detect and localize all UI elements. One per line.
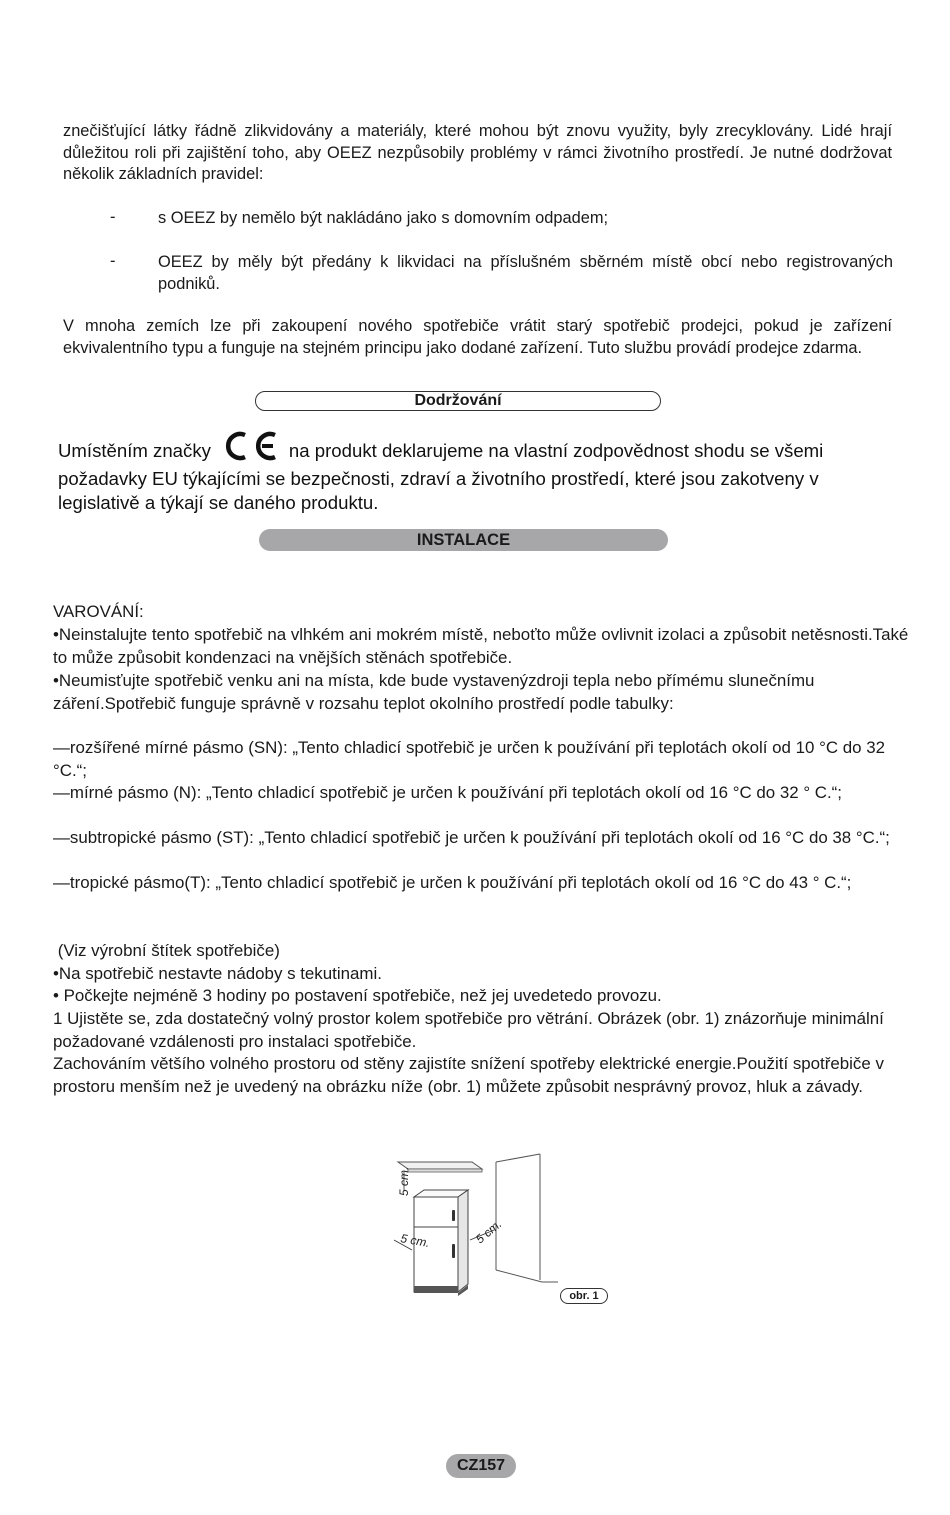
list-item: OEEZ by měly být předány k likvidaci na příslušném sběrném místě obcí nebo registrovaných podniků.: [158, 253, 893, 293]
ce-mark-icon: [219, 431, 281, 467]
warning-item: •Neumisťujte spotřebič venku ani na místa, kde bude vystavenýzdroji tepla nebo přímému slunečnímu záření.Spotřebič funguje správně v rozsahu teplot okolního prostředí podle tabulky:: [53, 671, 815, 713]
warning-title: VAROVÁNÍ:: [53, 602, 144, 621]
return-paragraph: V mnoha zemích lze při zakoupení nového spotřebiče vrátit starý spotřebič prodejci, pokud je zařízení ekvivalentního typu a funguje na stejném principu jako dodané zařízení. Tuto službu provádí prodejce zdarma.: [63, 317, 892, 357]
note-item: Zachováním většího volného prostoru od stěny zajistíte snížení spotřeby elektrické energie.Použití spotřebiče v prostoru menším než je uvedený na obrázku níže (obr. 1) můžete způsobit nesprávný provoz, hluk a závady.: [53, 1054, 884, 1096]
clearance-top-label: 5 cm.: [397, 1166, 411, 1196]
climate-class-item: —mírné pásmo (N): „Tento chladicí spotřebič je určen k používání při teplotách okolí od 16 °C do 32 ° C.“;: [53, 783, 842, 802]
section-heading-installation: INSTALACE: [259, 529, 668, 551]
section-heading-compliance: Dodržování: [255, 391, 661, 411]
clearance-side-label: 5 cm.: [399, 1231, 431, 1251]
climate-class-item: —tropické pásmo(T): „Tento chladicí spotřebič je určen k používání při teplotách okolí od 16 °C do 43 ° C.“;: [53, 873, 852, 892]
note-item: • Počkejte nejméně 3 hodiny po postavení spotřebiče, než jej uvedetedo provozu.: [53, 986, 662, 1005]
ce-text-before: Umístěním značky: [58, 440, 211, 461]
page-number: CZ157: [446, 1454, 516, 1478]
ce-declaration: [58, 431, 898, 515]
note-item: •Na spotřebič nestavte nádoby s tekutinami.: [53, 964, 382, 983]
list-item: s OEEZ by nemělo být nakládáno jako s domovním odpadem;: [158, 209, 609, 227]
ce-text-after: na produkt deklarujeme na vlastní zodpovědnost shodu se všemi požadavky EU týkajícími se bezpečnosti, zdraví a životního prostředí, které jsou zakotveny v legislativě a týkají se daného produktu.: [58, 440, 824, 513]
climate-class-item: —rozšířené mírné pásmo (SN): „Tento chladicí spotřebič je určen k používání při teplotách okolí od 10 °C do 32 °C.“;: [53, 738, 885, 780]
figure-caption: obr. 1: [560, 1288, 608, 1304]
list-marker: -: [110, 208, 116, 226]
clearance-back-label: 5 cm.: [472, 1216, 505, 1247]
intro-paragraph: znečišťující látky řádně zlikvidovány a materiály, které mohou být znovu využity, byly zrecyklovány. Lidé hrají důležitou roli při zajištění toho, aby OEEZ nezpůsobily problémy v rámci životního prostředí. Je nutné dodržovat několik základních pravidel:: [63, 122, 892, 183]
clearance-diagram: [380, 1152, 620, 1312]
climate-class-item: —subtropické pásmo (ST): „Tento chladicí spotřebič je určen k používání při teplotách okolí od 16 °C do 38 °C.“;: [53, 828, 890, 847]
warning-item: •Neinstalujte tento spotřebič na vlhkém ani mokrém místě, neboťto může ovlivnit izolaci a způsobit netěsnosti.Také to může způsobit kondenzaci na vnějších stěnách spotřebiče.: [53, 625, 909, 667]
list-marker: -: [110, 252, 116, 270]
note-item: 1 Ujistěte se, zda dostatečný volný prostor kolem spotřebiče pro větrání. Obrázek (obr. 1) znázorňuje minimální požadované vzdálenosti pro instalaci spotřebiče.: [53, 1009, 884, 1051]
note-item: (Viz výrobní štítek spotřebiče): [53, 941, 280, 960]
